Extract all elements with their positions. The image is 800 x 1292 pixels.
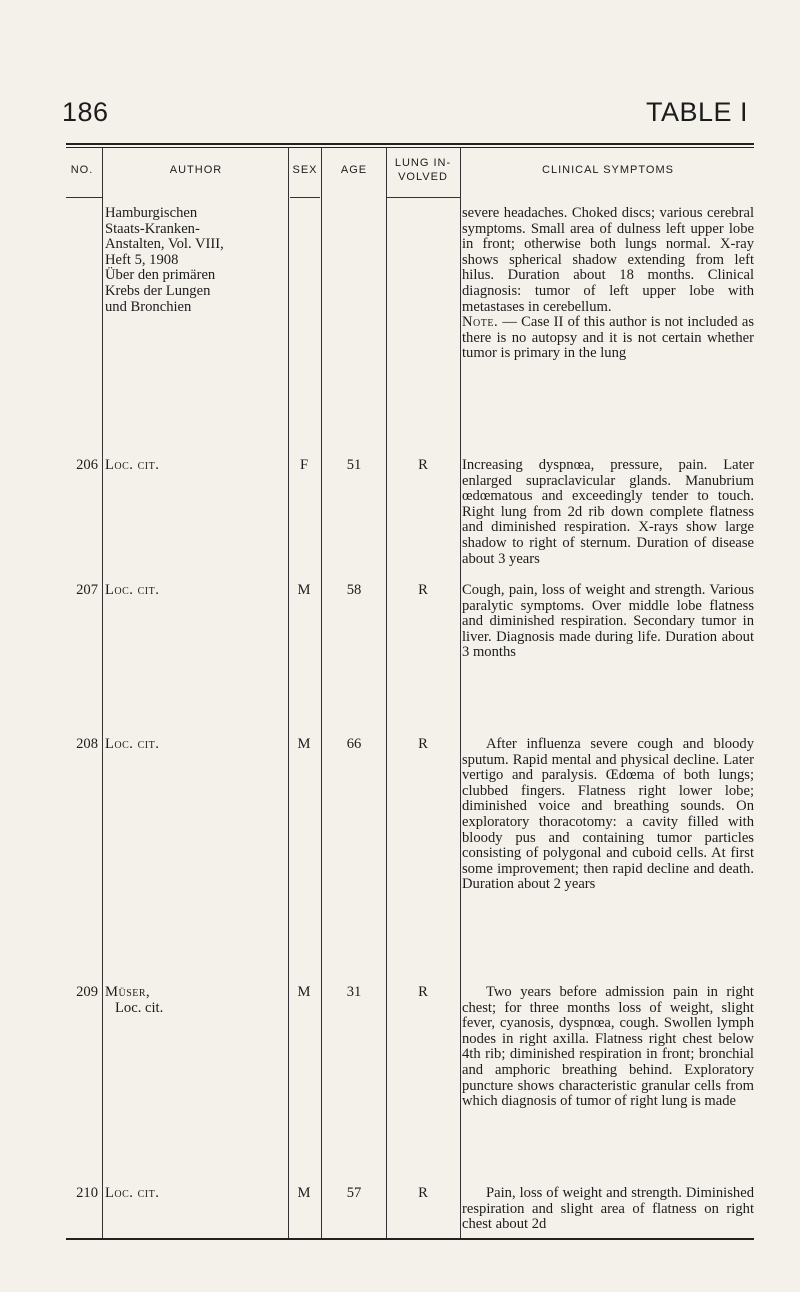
lung-cell: R (418, 582, 428, 598)
age-cell: 66 (346, 736, 362, 752)
author-line: Müser, (105, 984, 151, 1000)
row-number: 206 (76, 457, 98, 473)
column-divider (460, 148, 461, 1238)
age-cell: 57 (346, 1185, 362, 1201)
header-underline (386, 197, 460, 198)
column-header-sex: SEX (292, 164, 318, 176)
note-label: Note. (462, 314, 499, 331)
symptoms-cell: Pain, loss of weight and strength. Diminished respiration and slight area of flatness on right chest about 2d (462, 1185, 754, 1233)
author-line: Hamburgischen (105, 205, 198, 221)
lung-cell: R (418, 1185, 428, 1201)
author-cell: Loc. cit. (105, 582, 160, 598)
lung-cell: R (418, 457, 428, 473)
column-header-lung-line2: VOLVED (398, 171, 448, 183)
author-cell: Loc. cit. (105, 1185, 160, 1201)
column-divider (321, 148, 322, 1238)
age-cell: 31 (346, 984, 362, 1000)
symptoms-text: severe headaches. Choked discs; various cerebral symptoms. Small area of dulness left upper lobe in front; otherwise both lungs normal. X-ray shows spherical shadow extending from left hilus. Duration about 18 months. Clinical diagnosis: tumor of left upper lobe with metastases in cerebellum. (462, 205, 754, 315)
column-header-author: AUTHOR (169, 164, 223, 176)
lung-cell: R (418, 736, 428, 752)
top-rule (66, 143, 754, 145)
author-line: und Bronchien (105, 298, 192, 315)
sex-cell: M (297, 736, 311, 752)
author-cell (105, 985, 291, 1016)
author-line: Staats-Kranken- (105, 220, 200, 237)
author-line: Anstalten, Vol. VIII, (105, 236, 224, 253)
author-cell: Loc. cit. (105, 736, 160, 752)
symptoms-cell: Cough, pain, loss of weight and strength. Various paralytic symptoms. Over middle lobe flatness and diminished respiration. Secondary tumor in liver. Diagnosis made during life. Duration about 3 months (462, 582, 754, 661)
column-header-age: AGE (340, 164, 368, 176)
column-header-no: NO. (70, 164, 94, 176)
row-number: 209 (76, 984, 98, 1000)
age-cell: 58 (346, 582, 362, 598)
header-underline (66, 197, 102, 198)
row-number: 208 (76, 736, 98, 752)
bottom-rule (66, 1238, 754, 1240)
author-line: Heft 5, 1908 (105, 251, 179, 268)
row-number: 207 (76, 582, 98, 598)
column-header-lung-line1: LUNG IN- (394, 157, 452, 169)
symptoms-cell: Increasing dyspnœa, pressure, pain. Later enlarged supraclavicular glands. Manubrium œdœmatous and exceedingly tender to touch. Right lung from 2d rib down complete flatness and diminished respiration. X-rays show large shadow to right of sternum. Duration of disease about 3 years (462, 457, 754, 567)
symptoms-cell: After influenza severe cough and bloody sputum. Rapid mental and physical decline. Later vertigo and paralysis. Œdœma of both lungs; clubbed fingers. Flatness right lower lobe; diminished voice and breathing sounds. On exploratory thoracotomy: a cavity filled with bloody pus and containing tumor particles consisting of polygonal and cuboid cells. At first some improvement; then rapid decline and death. Duration about 2 years (462, 736, 754, 893)
lung-cell: R (418, 984, 428, 1000)
sex-cell: M (297, 1185, 311, 1201)
sex-cell: F (299, 457, 309, 473)
note (462, 315, 754, 362)
column-header-symptoms: CLINICAL SYMPTOMS (542, 164, 674, 176)
page-header (0, 0, 800, 140)
symptoms-cell (462, 206, 754, 362)
note-text: — Case II of this author is not included as there is no autopsy and it is not certain whether tumor is primary in the lung (462, 314, 754, 362)
top-rule-thin (66, 147, 754, 148)
column-divider (386, 148, 387, 1238)
sex-cell: M (297, 984, 311, 1000)
age-cell: 51 (346, 457, 362, 473)
page-title: TABLE I (645, 97, 748, 127)
symptoms-cell: Two years before admission pain in right chest; for three months loss of weight, slight fever, cyanosis, dyspnœa, cough. Swollen lymph nodes in right axilla. Flatness right chest below 4th rib; diminished respiration in front; bronchial and amphoric breathing behind. Exploratory puncture shows characteristic granular cells from which diagnosis of tumor of right lung is made (462, 984, 754, 1110)
author-line: Loc. cit. (115, 999, 164, 1016)
sex-cell: M (297, 582, 311, 598)
column-divider (102, 148, 103, 1238)
header-underline (290, 197, 320, 198)
author-line: Krebs der Lungen (105, 282, 211, 299)
author-cell (105, 206, 291, 315)
author-line: Über den primären (105, 267, 216, 284)
column-header-lung (386, 156, 460, 184)
page-number: 186 (62, 97, 109, 127)
row-number: 210 (76, 1185, 98, 1201)
author-cell: Loc. cit. (105, 457, 160, 473)
